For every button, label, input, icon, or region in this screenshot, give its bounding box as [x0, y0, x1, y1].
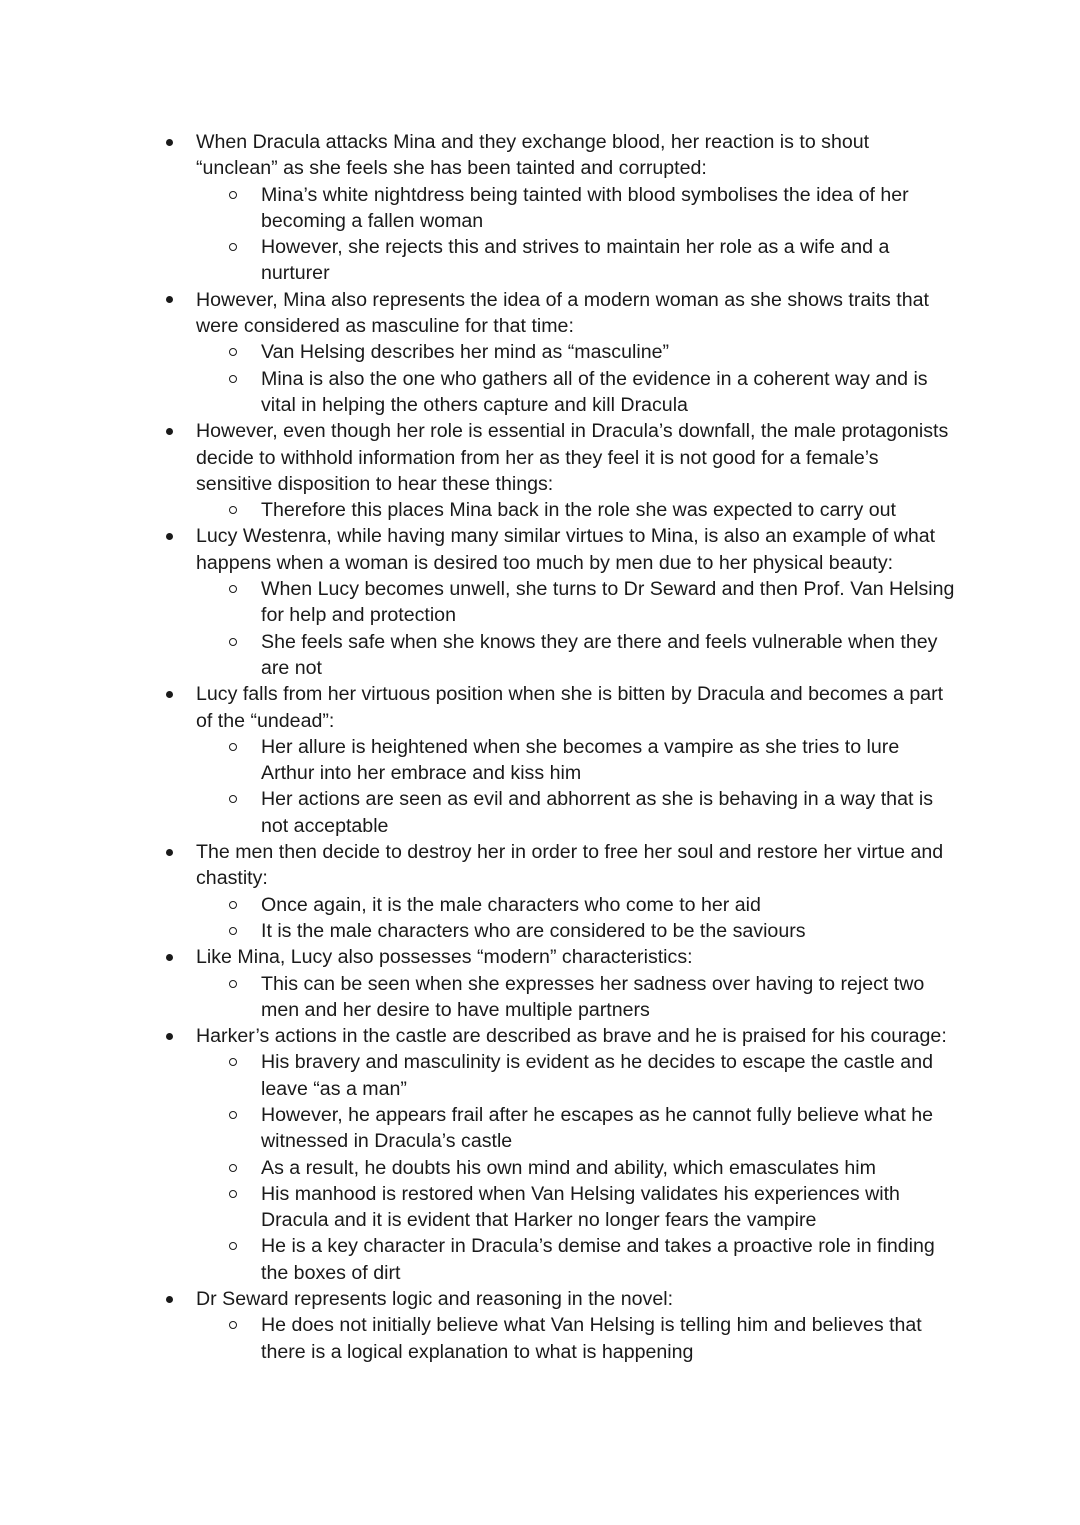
sub-bullet-point [261, 497, 956, 523]
sub-bullet-text: Mina’s white nightdress being tainted with blood symbolises the idea of her becoming a fallen woman [261, 183, 909, 232]
sub-list [196, 971, 956, 1024]
sub-bullet-text: As a result, he doubts his own mind and ability, which emasculates him [261, 1156, 876, 1179]
bullet-dot-icon [166, 691, 173, 698]
bullet-text: Harker’s actions in the castle are described as brave and he is praised for his courage: [196, 1025, 947, 1048]
bullet-text: However, even though her role is essential in Dracula’s downfall, the male protagonists decide to withhold information from her as they feel it is not good for a female’s sensitive disposition to hear these things: [196, 420, 949, 495]
sub-bullet-point [261, 1102, 956, 1155]
hollow-circle-bullet-icon [229, 743, 237, 751]
bullet-point [196, 944, 956, 1023]
sub-bullet-text: He is a key character in Dracula’s demise and takes a proactive role in finding the boxes of dirt [261, 1235, 935, 1284]
bullet-dot-icon [166, 954, 173, 961]
sub-list [196, 339, 956, 418]
sub-list [196, 892, 956, 945]
bullet-dot-icon [166, 296, 173, 303]
notes-list [196, 129, 956, 1365]
bullet-dot-icon [166, 139, 173, 146]
sub-bullet-text: He does not initially believe what Van Helsing is telling him and believes that there is a logical explanation to what is happening [261, 1314, 922, 1363]
bullet-point [196, 129, 956, 287]
hollow-circle-bullet-icon [229, 585, 237, 593]
bullet-point [196, 681, 956, 839]
hollow-circle-bullet-icon [229, 506, 237, 514]
hollow-circle-bullet-icon [229, 375, 237, 383]
hollow-circle-bullet-icon [229, 243, 237, 251]
hollow-circle-bullet-icon [229, 927, 237, 935]
sub-bullet-text: Once again, it is the male characters who come to her aid [261, 893, 761, 916]
sub-bullet-text: She feels safe when she knows they are there and feels vulnerable when they are not [261, 630, 938, 679]
hollow-circle-bullet-icon [229, 348, 237, 356]
bullet-dot-icon [166, 428, 173, 435]
bullet-dot-icon [166, 1033, 173, 1040]
sub-bullet-text: His manhood is restored when Van Helsing validates his experiences with Dracula and it is evident that Harker no longer fears the vampire [261, 1182, 900, 1232]
sub-bullet-point [261, 182, 956, 235]
hollow-circle-bullet-icon [229, 1111, 237, 1119]
sub-bullet-text: Mina is also the one who gathers all of the evidence in a coherent way and is vital in helping the others capture and kill Dracula [261, 367, 928, 416]
sub-bullet-text: Her allure is heightened when she becomes a vampire as she tries to lure Arthur into her embrace and kiss him [261, 735, 900, 785]
sub-bullet-point [261, 971, 956, 1024]
bullet-point [196, 287, 956, 418]
sub-bullet-point [261, 734, 956, 787]
bullet-point [196, 1023, 956, 1286]
sub-bullet-text: When Lucy becomes unwell, she turns to Dr Seward and then Prof. Van Helsing for help and protection [261, 578, 955, 627]
bullet-point [196, 839, 956, 944]
sub-bullet-point [261, 1312, 956, 1365]
hollow-circle-bullet-icon [229, 1190, 237, 1198]
bullet-text: Dr Seward represents logic and reasoning in the novel: [196, 1288, 674, 1311]
sub-bullet-point [261, 918, 956, 944]
bullet-point [196, 418, 956, 523]
sub-bullet-point [261, 576, 956, 629]
sub-bullet-text: This can be seen when she expresses her sadness over having to reject two men and her desire to have multiple partners [261, 972, 925, 1021]
sub-bullet-text: Her actions are seen as evil and abhorrent as she is behaving in a way that is not acceptable [261, 788, 934, 837]
bullet-dot-icon [166, 1296, 173, 1303]
hollow-circle-bullet-icon [229, 1321, 237, 1329]
hollow-circle-bullet-icon [229, 1242, 237, 1250]
bullet-text: Lucy falls from her virtuous position when she is bitten by Dracula and becomes a part of the “undead”: [196, 683, 944, 732]
hollow-circle-bullet-icon [229, 1058, 237, 1066]
sub-bullet-text: Van Helsing describes her mind as “masculine” [261, 341, 670, 364]
hollow-circle-bullet-icon [229, 795, 237, 803]
sub-bullet-point [261, 1155, 956, 1181]
hollow-circle-bullet-icon [229, 638, 237, 646]
bullet-dot-icon [166, 533, 173, 540]
sub-bullet-point [261, 234, 956, 287]
bullet-point [196, 523, 956, 681]
sub-list [196, 734, 956, 839]
sub-bullet-point [261, 629, 956, 682]
bullet-text: When Dracula attacks Mina and they exchange blood, her reaction is to shout “unclean” as she feels she has been tainted and corrupted: [196, 131, 870, 180]
sub-bullet-point [261, 786, 956, 839]
sub-list [196, 1312, 956, 1365]
sub-bullet-point [261, 366, 956, 419]
sub-list [196, 576, 956, 681]
sub-bullet-text: His bravery and masculinity is evident as he decides to escape the castle and leave “as a man” [261, 1051, 933, 1100]
sub-list [196, 1049, 956, 1286]
sub-bullet-point [261, 1181, 956, 1234]
bullet-text: However, Mina also represents the idea of a modern woman as she shows traits that were considered as masculine for that time: [196, 288, 929, 338]
sub-bullet-text: It is the male characters who are considered to be the saviours [261, 919, 806, 942]
hollow-circle-bullet-icon [229, 1164, 237, 1172]
sub-list [196, 182, 956, 287]
hollow-circle-bullet-icon [229, 980, 237, 988]
sub-bullet-point [261, 1233, 956, 1286]
sub-bullet-text: However, she rejects this and strives to maintain her role as a wife and a nurturer [261, 236, 890, 285]
bullet-text: Like Mina, Lucy also possesses “modern” characteristics: [196, 946, 693, 969]
bullet-dot-icon [166, 849, 173, 856]
bullet-text: Lucy Westenra, while having many similar virtues to Mina, is also an example of what happens when a woman is desired too much by men due to her physical beauty: [196, 525, 936, 574]
hollow-circle-bullet-icon [229, 901, 237, 909]
sub-bullet-point [261, 339, 956, 365]
sub-bullet-text: However, he appears frail after he escapes as he cannot fully believe what he witnessed in Dracula’s castle [261, 1103, 934, 1153]
sub-bullet-point [261, 1049, 956, 1102]
sub-list [196, 497, 956, 523]
hollow-circle-bullet-icon [229, 191, 237, 199]
sub-bullet-text: Therefore this places Mina back in the role she was expected to carry out [261, 499, 896, 522]
bullet-text: The men then decide to destroy her in order to free her soul and restore her virtue and chastity: [196, 841, 944, 890]
sub-bullet-point [261, 892, 956, 918]
bullet-point [196, 1286, 956, 1365]
